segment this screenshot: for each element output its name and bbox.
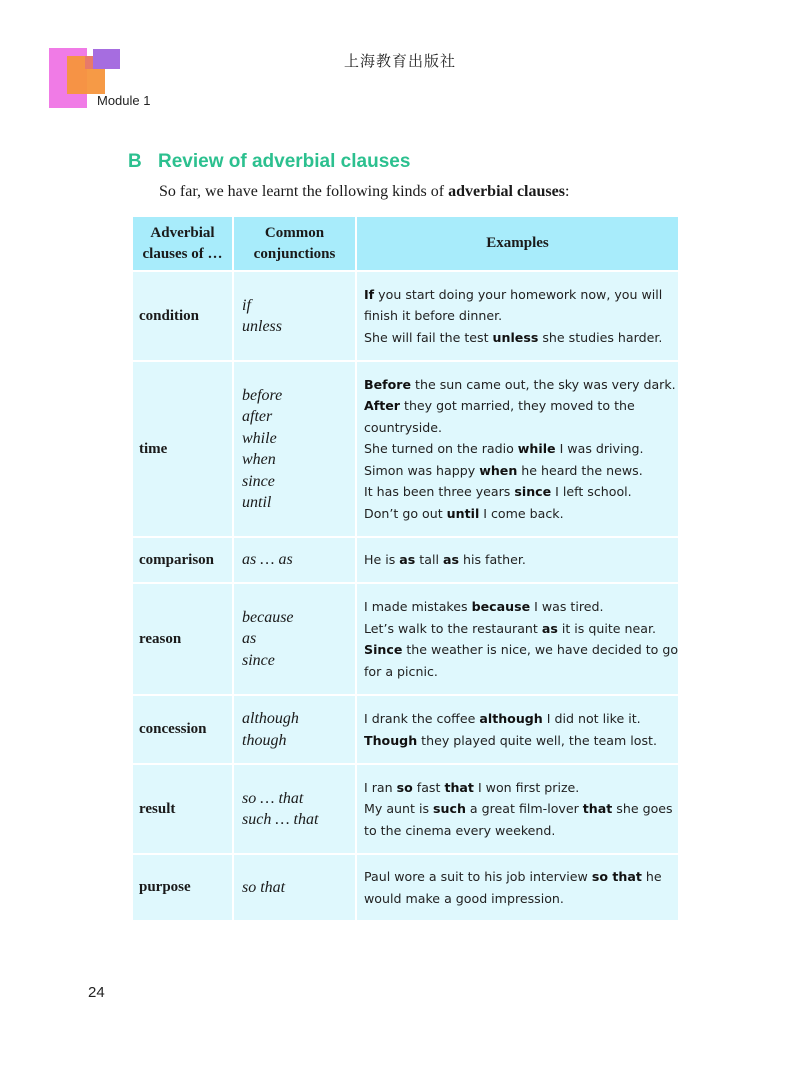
conjunction-list [233,583,356,695]
example-text: I come back. [479,505,564,521]
example-text: I did not like it. [542,711,641,726]
example-text: I left school. [551,484,632,500]
publisher-name: 上海教育出版社 [343,52,456,70]
conjunction: so … that [242,789,304,807]
conjunction-highlight: because [471,599,531,614]
conjunction-list [233,361,356,537]
conjunction-highlight: although [479,711,543,726]
intro-bold-term: adverbial clauses [448,183,565,200]
example-text: My aunt is [364,801,434,817]
conjunction: though [242,731,287,749]
conjunction-highlight: If [364,286,375,302]
conjunction: such … that [242,811,319,828]
section-title: Review of adverbial clauses [158,151,411,172]
header-conjunctions: Common conjunctions [233,216,356,271]
example-line [364,549,678,571]
example-text: she studies harder. [538,329,663,345]
adverbial-clauses-table [131,215,680,922]
example-text: you start doing your homework now, you will [374,286,663,302]
conjunction-highlight: as [541,620,558,636]
example-text: they got married, they moved to the [400,398,635,414]
example-text: Let’s walk to the restaurant [364,620,542,636]
conjunction-highlight: unless [492,329,539,345]
table-header-row [132,216,679,271]
example-text: She will fail the test [364,329,493,345]
conjunction-highlight: Before [364,376,412,392]
conjunction: because [242,608,294,626]
example-text: to the cinema every weekend. [364,822,556,838]
conjunction: since [242,651,275,669]
example-text: fast [412,779,445,795]
conjunction: after [242,408,273,425]
conjunction-highlight: After [364,398,400,414]
example-sentences [356,271,679,361]
example-text: they played quite well, the team lost. [417,732,657,748]
example-text: I won first prize. [473,779,580,795]
conjunction-highlight: Though [364,732,418,748]
example-text: the weather is nice, we have decided to go [402,642,679,657]
example-line [364,730,678,752]
example-text: Don’t go out [364,505,447,521]
conjunction-highlight: as [442,552,459,568]
example-text: would make a good impression. [364,890,564,906]
section-letter: B [128,151,142,172]
example-sentences [356,764,679,854]
example-line [364,639,678,661]
conjunction-highlight: so [396,779,413,795]
example-line [364,777,678,799]
example-line [364,888,678,910]
example-text: Paul wore a suit to his job interview [364,869,592,884]
table-row-result [132,764,679,854]
example-text: it is quite near. [557,620,656,636]
conjunction-list [233,764,356,854]
example-text: countryside. [364,419,442,435]
conjunction-highlight: while [517,441,556,457]
example-text: tall [415,552,443,568]
example-line [364,866,678,888]
example-text: Simon was happy [364,462,480,478]
example-line [364,661,678,683]
table-row-purpose [132,854,679,921]
conjunction-highlight: so that [591,869,642,884]
table-row-condition [132,271,679,361]
clause-kind: condition [132,271,233,361]
example-sentences [356,583,679,695]
example-line [364,460,678,482]
example-line [364,820,678,842]
example-text: It has been three years [364,484,515,500]
example-line [364,417,678,439]
example-text: he [641,869,662,884]
module-label: Module 1 [97,93,151,108]
conjunction: as … as [242,551,293,569]
header-clause-kind: Adverbial clauses of … [132,216,233,271]
section-heading [128,151,410,173]
clause-kind: reason [132,583,233,695]
example-text: I ran [364,779,397,795]
example-line [364,481,678,503]
conjunction-highlight: since [514,484,552,500]
table-row-time [132,361,679,537]
conjunction: when [242,451,276,468]
example-sentences [356,361,679,537]
example-text: She turned on the radio [364,441,518,457]
example-sentences [356,854,679,921]
example-text: He is [364,552,400,568]
intro-paragraph: So far, we have learnt the following kinds of adverbial clauses: [159,183,570,200]
page-number: 24 [88,984,105,1001]
example-line [364,618,678,640]
conjunction: unless [242,318,282,335]
clause-kind: purpose [132,854,233,921]
conjunction-list [233,695,356,764]
example-text: his father. [458,552,526,568]
conjunction-highlight: that [444,779,474,795]
example-text: I made mistakes [364,599,472,614]
example-text: I drank the coffee [364,711,480,726]
example-line [364,708,678,730]
conjunction: although [242,710,299,727]
header-examples: Examples [356,216,679,271]
conjunction-highlight: Since [364,642,403,657]
conjunction: so that [242,878,286,896]
conjunction: until [242,494,272,511]
example-text: for a picnic. [364,663,438,679]
conjunction: if [242,296,251,314]
table-row-reason [132,583,679,695]
example-text: she goes [612,801,673,817]
table-row-concession [132,695,679,764]
example-line [364,395,678,417]
example-line [364,438,678,460]
example-text: finish it before dinner. [364,308,503,324]
conjunction: before [242,386,283,404]
example-sentences [356,537,679,583]
example-line [364,503,678,525]
clause-kind: time [132,361,233,537]
clause-kind: comparison [132,537,233,583]
example-line [364,374,678,396]
example-text: I was tired. [530,599,604,614]
conjunction: while [242,429,277,447]
example-text: the sun came out, the sky was very dark. [411,376,676,392]
conjunction-highlight: as [399,552,416,568]
clause-kind: concession [132,695,233,764]
conjunction-highlight: that [582,801,613,817]
example-line [364,327,678,349]
example-line [364,596,678,618]
conjunction-list [233,271,356,361]
conjunction-highlight: until [446,505,480,521]
example-line [364,305,678,327]
example-line [364,284,678,306]
conjunction: as [242,630,257,648]
conjunction-highlight: such [433,801,466,817]
conjunction-list [233,854,356,921]
example-sentences [356,695,679,764]
example-text: he heard the news. [517,462,643,478]
table-row-comparison [132,537,679,583]
conjunction-list [233,537,356,583]
conjunction: since [242,472,275,490]
clause-kind: result [132,764,233,854]
example-line [364,798,678,820]
example-text: a great film-lover [465,801,583,817]
example-text: I was driving. [555,441,644,457]
conjunction-highlight: when [479,462,518,478]
